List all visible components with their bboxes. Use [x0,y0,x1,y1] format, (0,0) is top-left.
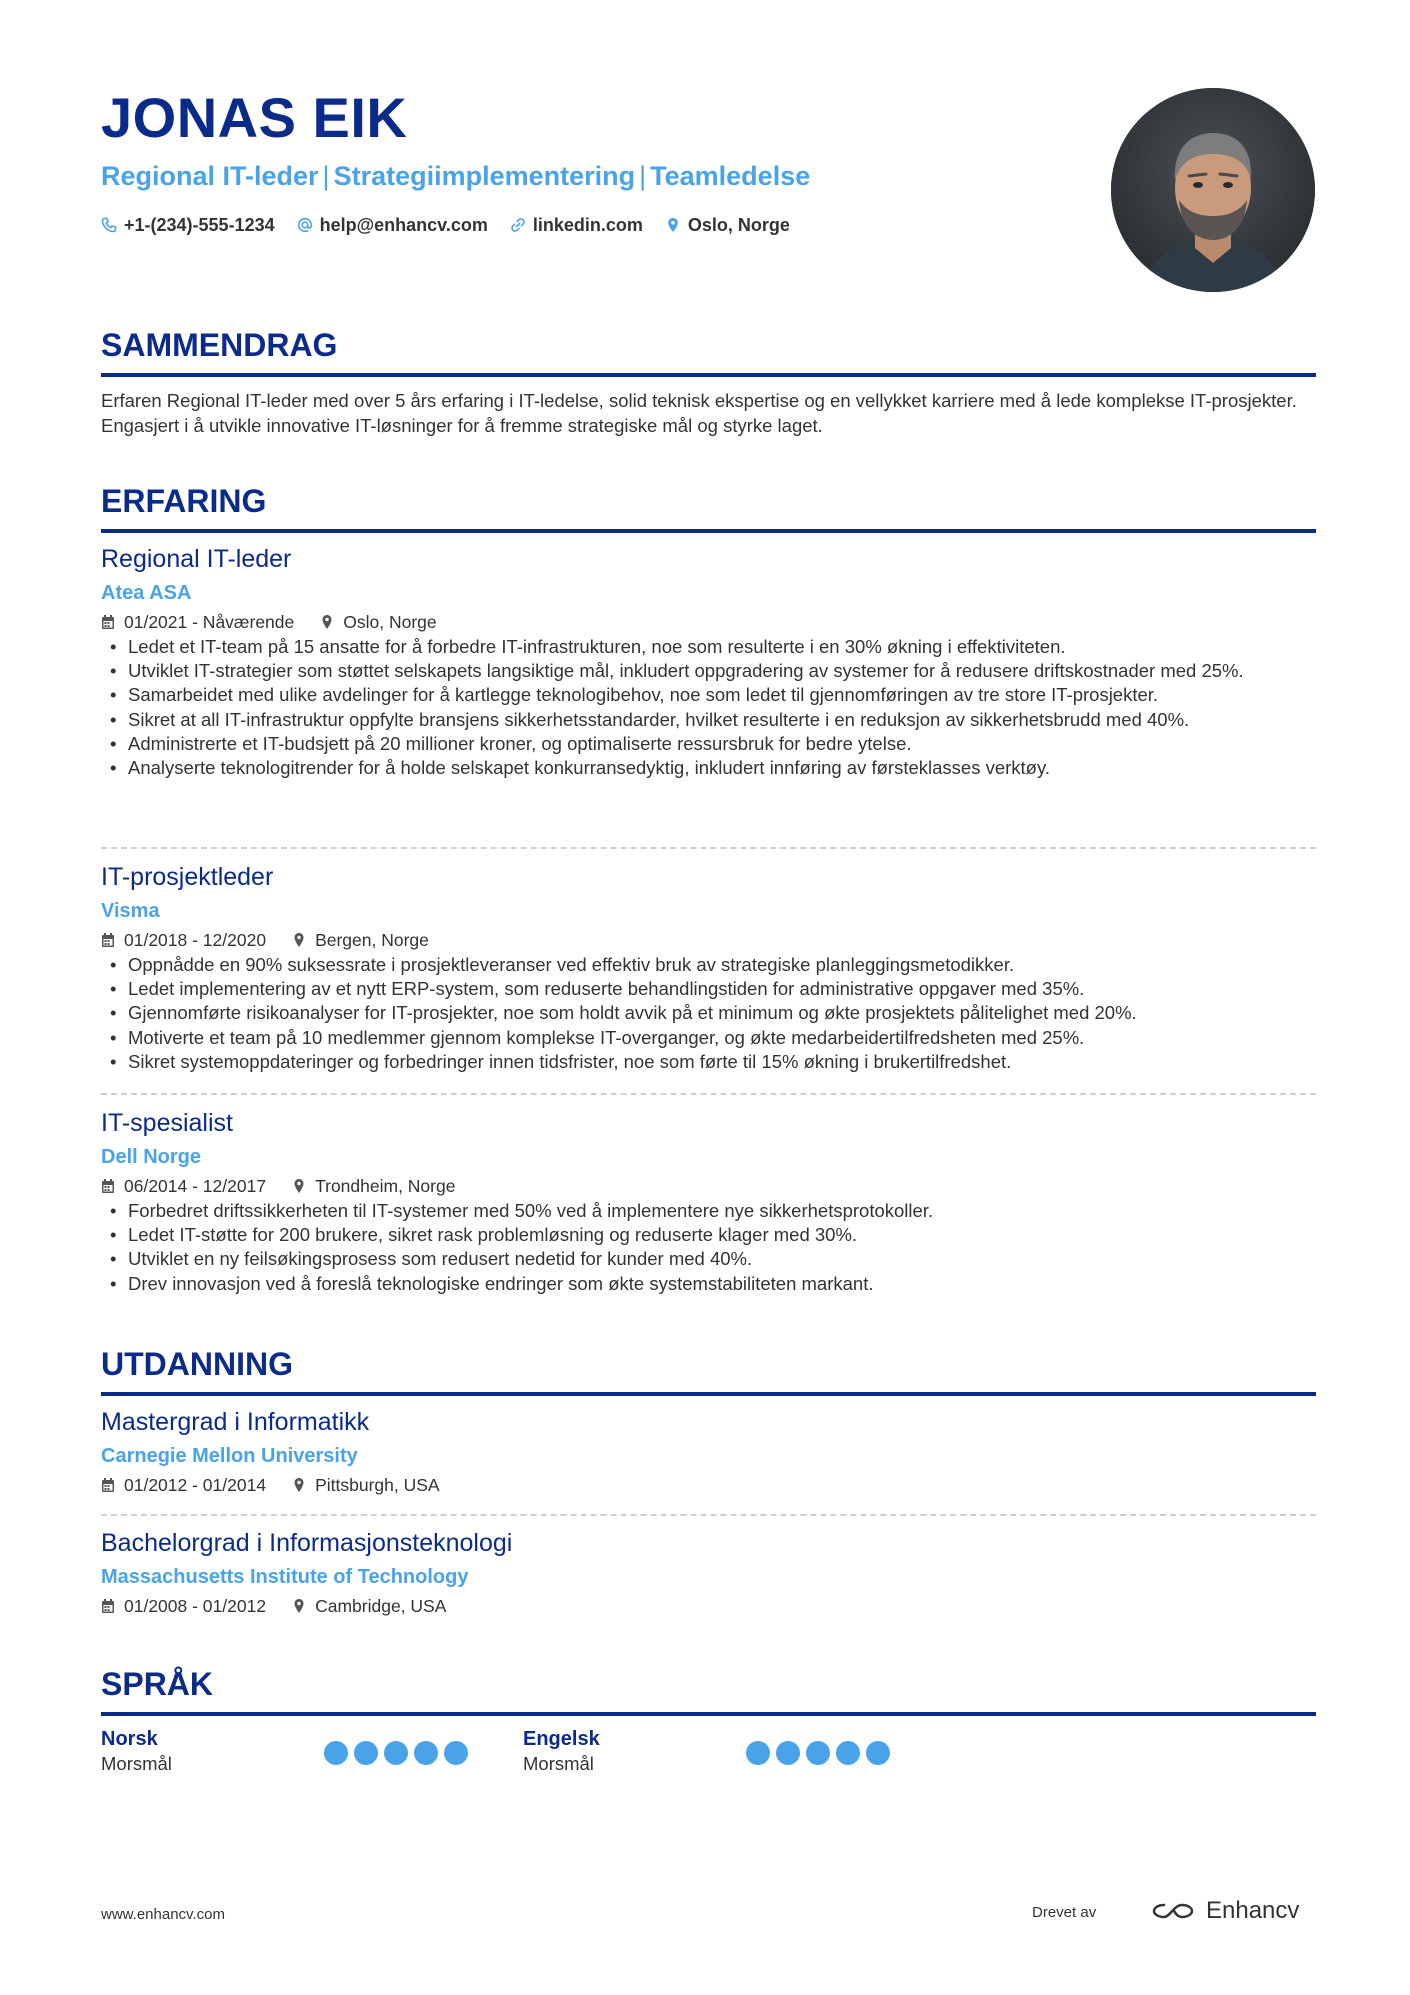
bullet-item: • Ledet et IT-team på 15 ansatte for å forbedre IT-infrastrukturen, noe som resulterte i en 30% økning i effektiviteten. [101,635,1316,659]
footer-brand[interactable] [1150,1897,1299,1925]
calendar-icon [101,1477,115,1493]
calendar-icon [101,1598,115,1614]
language-name: Engelsk [523,1728,600,1750]
contact-row [101,213,1101,237]
headline-separator: | [639,161,647,191]
job-meta [101,1174,1316,1198]
calendar-icon [101,932,115,948]
job-dates [101,610,294,634]
degree-title: Bachelorgrad i Informasjonsteknologi [101,1529,513,1557]
bullet-item: • Utviklet IT-strategier som støttet selskapets langsiktige mål, inkludert oppgradering av systemer for å redusere driftskostnader med 25%. [101,659,1316,683]
profile-photo [1111,88,1315,292]
bullet-item: • Forbedret driftssikkerheten til IT-systemer med 50% ved å implementere nye sikkerhetsprotokoller. [101,1199,1316,1223]
section-heading-languages: SPRÅK [101,1664,1316,1716]
location-pin-icon [292,1598,306,1614]
education-dates-text: 01/2008 - 01/2012 [124,1596,267,1616]
rating-dot [836,1741,860,1765]
brand-name: Enhancv [1206,1897,1300,1924]
education-entry [101,1527,1316,1618]
location-pin-icon [292,1178,306,1194]
language-name: Norsk [101,1728,158,1750]
calendar-icon [101,614,115,630]
job-location-text: Bergen, Norge [315,930,429,950]
entry-divider [101,1514,1316,1516]
headline-title-3: Teamledelse [650,161,811,191]
education-entry [101,1406,1316,1497]
bullet-item: • Gjennomførte risikoanalyser for IT-prosjekter, noe som holdt avvik på et minimum og økte prosjektets pålitelighet med 20%. [101,1001,1316,1025]
location-pin-icon [292,932,306,948]
education-location-text: Cambridge, USA [315,1596,447,1616]
rating-dot [384,1741,408,1765]
location-pin-icon [292,1477,306,1493]
location-text: Oslo, Norge [687,215,790,235]
job-dates [101,1174,266,1198]
language-item [101,1726,172,1776]
link-icon [510,217,526,233]
job-title: IT-spesialist [101,1109,233,1137]
job-title: Regional IT-leder [101,545,292,573]
education-meta [101,1594,1316,1618]
headline-separator: | [322,161,330,191]
rating-dot [806,1741,830,1765]
email-text: help@enhancv.com [319,215,488,235]
headline-title-1: Regional IT-leder [101,161,319,191]
language-item [523,1726,600,1776]
job-dates-text: 01/2018 - 12/2020 [124,930,267,950]
job-location [320,610,436,634]
education-meta [101,1473,1316,1497]
bullet-item: • Sikret at all IT-infrastruktur oppfylte bransjens sikkerhetsstandarder, hvilket resulterte i en reduksjon av sikkerhetsbrudd med 40%. [101,708,1316,732]
job-location-text: Oslo, Norge [343,612,437,632]
experience-entry [101,543,1316,780]
bullet-item: • Sikret systemoppdateringer og forbedringer innen tidsfrister, noe som førte til 15% økning i brukertilfredshet. [101,1050,1316,1074]
portrait-image [1111,88,1315,292]
bullet-item: • Oppnådde en 90% suksessrate i prosjektleveranser ved effektiv bruk av strategiske planleggingsmetodikker. [101,953,1316,977]
job-meta [101,610,1316,634]
section-heading-education: UTDANNING [101,1344,1316,1396]
headline-title-2: Strategiimplementering [333,161,636,191]
experience-entry [101,861,1316,1074]
rating-dot [354,1741,378,1765]
education-location [292,1594,446,1618]
entry-divider [101,847,1316,849]
bullet-item: • Ledet IT-støtte for 200 brukere, sikret rask problemløsning og reduserte klager med 30%. [101,1223,1316,1247]
phone-text: +1-(234)-555-1234 [124,215,275,235]
job-location [292,1174,455,1198]
bullet-item: • Analyserte teknologitrender for å holde selskapet konkurransedyktig, inkludert innføring av førsteklasses verktøy. [101,756,1316,780]
candidate-name: JONAS EIK [101,86,408,149]
summary-text: Erfaren Regional IT-leder med over 5 års erfaring i IT-ledelse, solid teknisk ekspertise og en vellykket karriere med å lede komplekse IT-prosjekter. Engasjert i å utvikle innovative IT-løsninger for å fremme strategiske mål og styrke laget. [101,390,1297,436]
contact-email[interactable] [297,213,488,237]
job-dates [101,928,266,952]
linkedin-text: linkedin.com [532,215,643,235]
bullet-item: • Administrerte et IT-budsjett på 20 millioner kroner, og optimaliserte ressursbruk for bedre ytelse. [101,732,1316,756]
language-level: Morsmål [101,1753,172,1774]
language-rating [324,1741,468,1765]
job-location-text: Trondheim, Norge [315,1176,456,1196]
location-pin-icon [665,217,681,233]
bullet-item: • Ledet implementering av et nytt ERP-system, som reduserte behandlingstiden for administrative oppgaver med 35%. [101,977,1316,1001]
education-dates-text: 01/2012 - 01/2014 [124,1475,267,1495]
job-bullets [101,1199,1316,1296]
company-name: Dell Norge [101,1146,202,1168]
contact-location [665,213,790,237]
experience-entry [101,1107,1316,1296]
bullet-item: • Drev innovasjon ved å foreslå teknologiske endringer som økte systemstabiliteten markant. [101,1272,1316,1296]
entry-divider [101,1093,1316,1095]
enhancv-logo-icon [1150,1899,1196,1923]
education-location-text: Pittsburgh, USA [315,1475,440,1495]
language-level: Morsmål [523,1753,594,1774]
rating-dot [866,1741,890,1765]
job-bullets [101,953,1316,1074]
school-name: Massachusetts Institute of Technology [101,1566,469,1588]
company-name: Atea ASA [101,582,192,604]
section-heading-summary: SAMMENDRAG [101,325,1316,377]
job-title: IT-prosjektleder [101,863,274,891]
at-icon [297,217,313,233]
language-rating [746,1741,890,1765]
bullet-item: • Utviklet en ny feilsøkingsprosess som redusert nedetid for kunder med 40%. [101,1247,1316,1271]
rating-dot [746,1741,770,1765]
contact-phone[interactable] [101,213,275,237]
degree-title: Mastergrad i Informatikk [101,1408,370,1436]
job-location [292,928,429,952]
company-name: Visma [101,900,160,922]
resume-header [101,85,1101,237]
job-dates-text: 06/2014 - 12/2017 [124,1176,267,1196]
bullet-item: • Samarbeidet med ulike avdelinger for å kartlegge teknologibehov, noe som ledet til gjennomføringen av tre store IT-prosjekter. [101,683,1316,707]
job-bullets [101,635,1316,780]
rating-dot [324,1741,348,1765]
location-pin-icon [320,614,334,630]
rating-dot [444,1741,468,1765]
section-heading-experience: ERFARING [101,481,1316,533]
phone-icon [101,217,117,233]
education-location [292,1473,440,1497]
calendar-icon [101,1178,115,1194]
contact-linkedin[interactable] [510,213,643,237]
footer-url[interactable]: www.enhancv.com [101,1906,225,1923]
education-dates [101,1594,266,1618]
footer-powered-by: Drevet av [1032,1904,1097,1921]
job-meta [101,928,1316,952]
rating-dot [776,1741,800,1765]
job-dates-text: 01/2021 - Nåværende [124,612,295,632]
school-name: Carnegie Mellon University [101,1445,358,1467]
education-dates [101,1473,266,1497]
headline [101,159,1101,193]
rating-dot [414,1741,438,1765]
bullet-item: • Motiverte et team på 10 medlemmer gjennom komplekse IT-overganger, og økte medarbeidertilfredsheten med 25%. [101,1026,1316,1050]
